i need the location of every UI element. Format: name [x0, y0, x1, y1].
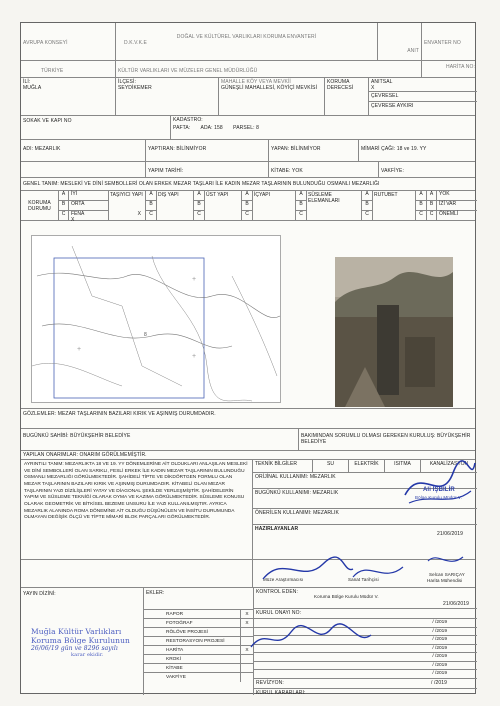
- ic-c: C: [299, 211, 303, 217]
- ust-a: A: [242, 191, 252, 201]
- preparers-label: HAZIRLAYANLAR: [255, 526, 299, 532]
- ekler-item: [144, 609, 253, 618]
- location-row: [21, 78, 475, 116]
- observation-row: [21, 409, 475, 429]
- mimari-cag: MİMARİ ÇAĞI: 18 ve 19. YY: [361, 146, 427, 152]
- vakfiye: VAKFİYE:: [381, 168, 404, 174]
- directorate-row: [21, 61, 475, 78]
- elektrik-label: ELEKTRİK: [349, 460, 385, 472]
- condition-col-susleme: [307, 191, 373, 220]
- inventory-form: [20, 22, 476, 694]
- ekler-item-mark: X: [245, 612, 249, 617]
- condition-col-general: [59, 191, 109, 224]
- ic-b: B: [296, 201, 306, 211]
- ekler-label: EKLER:: [146, 590, 165, 596]
- general-def-row: [21, 178, 475, 191]
- susleme-c: C: [365, 211, 369, 217]
- board-stamp: [31, 627, 151, 658]
- rutubet-b: B: [416, 201, 426, 211]
- directorate: KÜLTÜR VARLIKLARI VE MÜZELER GENEL MÜDÜRLÜĞÜ: [118, 68, 258, 74]
- map-parcel-label: 8: [144, 332, 147, 338]
- mark-fena: X: [71, 217, 75, 224]
- dis-a: A: [194, 191, 204, 201]
- map-frame: [54, 258, 204, 398]
- ust-c: C: [245, 211, 249, 217]
- onerilen-kullanim: ÖNERİLEN KULLANIMI: MEZARLIK: [255, 510, 339, 516]
- parcel-line-6: [232, 276, 277, 376]
- footer-signature-stroke: [251, 624, 371, 647]
- mahalle-cell: [219, 78, 325, 115]
- date-value: / /2019: [432, 645, 447, 651]
- mimari-cell: [359, 140, 477, 161]
- sig-left-blank: [21, 560, 253, 587]
- date-value: / /2019: [432, 654, 447, 659]
- tasiyici-a: A: [146, 191, 156, 201]
- ekler-item-mark: X: [245, 648, 249, 653]
- p1-title: Müze Araştırmacısı: [263, 577, 304, 582]
- cevre-aykiri-label: ÇEVRESE AYKIRI: [371, 103, 414, 109]
- ilce-label: İLÇESİ:: [118, 79, 136, 85]
- preparers-date: 21/06/2019: [436, 531, 463, 537]
- ekler-item-name: KROKİ: [144, 655, 241, 664]
- ilce-cell: [116, 78, 219, 115]
- yapim-cell: [146, 162, 269, 177]
- koruma-durumu-label: KORUMA DURUMU: [28, 200, 51, 213]
- mahalle-label: MAHALLE KÖY VEYA MEVKİİ: [221, 79, 291, 85]
- option-fena: FENA: [71, 211, 85, 217]
- preparer-signatures: [253, 549, 477, 589]
- option-iyi: İYİ: [69, 191, 108, 201]
- ekler-item-name: RAPOR: [144, 610, 241, 619]
- cevresel-label: ÇEVRESEL: [371, 93, 399, 99]
- option-fena-wrap: [69, 211, 108, 224]
- parcel-line-4: [152, 256, 252, 401]
- condition-col-level: [427, 191, 477, 220]
- letter-c: C: [59, 211, 69, 221]
- dis-yapi-label: DIŞ YAPI: [157, 191, 194, 221]
- photo-drawing: [335, 257, 453, 407]
- tasiyici-mark: X: [109, 211, 146, 221]
- owner: BUGÜNKÜ SAHİBİ: BÜYÜKŞEHİR BELEDİYE: [23, 433, 131, 439]
- rutubet-a: A: [416, 191, 426, 201]
- yaptiran-cell: [146, 140, 269, 161]
- ekler-item-name: FOTOĞRAF: [144, 619, 241, 628]
- revizyon-label: REVİZYON:: [256, 679, 284, 686]
- kontrol-label: KONTROL EDEN:: [256, 589, 298, 595]
- letter-b: B: [59, 201, 69, 211]
- option-onemli: ÖNEMLİ: [439, 211, 459, 217]
- map-drawing: [32, 236, 282, 404]
- country: TÜRKİYE: [41, 68, 64, 74]
- level-c: C: [427, 211, 437, 221]
- option-yok: YOK: [437, 191, 477, 201]
- ilce-value: SEYDİKEMER: [118, 85, 152, 92]
- cadastral-map: [31, 235, 281, 403]
- map-marker-2: +: [192, 353, 197, 360]
- condition-col-ust: [205, 191, 253, 220]
- ekler-item: [144, 618, 253, 627]
- bugunku-kullanim: BUGÜNKÜ KULLANIMI: MEZARLIK: [255, 490, 339, 496]
- date-row: [254, 662, 477, 671]
- harita-cell: [422, 61, 477, 77]
- ekler-item-name: KİTABE: [144, 664, 241, 673]
- repairs: YAPILAN ONARIMLAR: ONARIM GÖRÜLMEMİŞTİR.: [23, 452, 147, 458]
- board-title: Koruma Bölge Kurulu Müdür V.: [314, 594, 379, 599]
- kurul-onay-label: KURUL ONAYI NO:: [256, 610, 302, 616]
- level-a: A: [427, 191, 437, 201]
- kanalizasyon-label: KANALİZASYON: [429, 461, 469, 467]
- observation-cell: [21, 409, 477, 428]
- map-marker-3: +: [192, 276, 197, 283]
- ic-yapi-label: İÇYAPI: [253, 191, 296, 221]
- ekler-cell: [144, 588, 254, 695]
- sig-2: [353, 567, 403, 577]
- stamp-title: Bölge Kurulu Müdür V.: [415, 495, 462, 500]
- condition-col-dis: [157, 191, 205, 220]
- envanter-cell: [422, 23, 477, 60]
- condition-col-ic: [253, 191, 307, 220]
- susleme-b: B: [362, 201, 372, 211]
- susleme-a: A: [362, 191, 372, 201]
- photo-stone-2: [405, 337, 435, 387]
- tasiyici-c: C: [149, 211, 153, 217]
- option-orta: ORTA: [69, 201, 108, 211]
- ekler-item: [144, 663, 253, 672]
- sokak-cell: [21, 116, 171, 139]
- blank-cell: [21, 162, 146, 177]
- stamp-line-3: 26/06/19 gün ve 8296 sayılı: [31, 645, 118, 652]
- ekler-item-mark: X: [245, 621, 249, 626]
- maintenance-cell: [299, 429, 477, 450]
- yayin-label: YAYIN DİZİNİ:: [23, 591, 56, 597]
- isitma-label: ISITMA: [385, 460, 421, 472]
- ekler-list: [144, 609, 253, 681]
- su-label: SU: [313, 460, 349, 472]
- susleme-label: SÜSLEME ELEMANLARI: [307, 191, 362, 221]
- level-b: B: [427, 201, 437, 211]
- ekler-item: [144, 627, 253, 636]
- org-left-cell: [21, 23, 116, 60]
- sokak-label: SOKAK VE KAPI NO: [23, 118, 72, 124]
- description-cell: [21, 460, 253, 559]
- adi-label: ADI: MEZARLIK: [23, 146, 61, 152]
- parcel-line-3: [72, 246, 182, 386]
- orijinal-kullanim: ORİJİNAL KULLANIMI: MEZARLIK: [255, 474, 336, 480]
- kadastro-label: KADASTRO:: [173, 117, 203, 123]
- ekler-item-name: HARİTA: [144, 646, 241, 655]
- kurul-kararlari-label: KURUL KARARLARI:: [256, 689, 306, 696]
- ekler-item: [144, 645, 253, 654]
- date-value: / /2019: [432, 671, 447, 676]
- koruma-options: [369, 78, 477, 115]
- address-row: [21, 116, 475, 140]
- form-title: DOĞAL VE KÜLTÜREL VARLIKLARI KORUMA ENVANTERİ: [176, 34, 317, 40]
- condition-row: [21, 191, 475, 224]
- country-cell: [21, 61, 116, 77]
- detailed-description: AYRINTILI TANIM: MEZARLIKTA 18 VE 19. YY DÖNEMLERİNE AİT OLDUKLARI ANLAŞILAN MESLEKİ VE DİNİ SEMBOLLERİ OLAN SARIKLI, FESLİ ERKEK İLE KADIN MEZAR TAŞLARININ BULUNDUĞU OSMANLI MEZARLIĞI GÖRÜLMEKTEDİR. ŞAHİDELİ TİPTE VE DİKDÖRTGEN FORMLU OLAN MEZAR TAŞLARININ BAZILARI KIRIK VE AŞINMIŞ DURUMDADIR. KİTABELİ OLAN MEZAR TAŞLARININ YAZI DİZİLİŞLERİ YATAY VE DİAGONAL ŞEKİLDE YERLEŞMİŞTİR. ŞAHİDELERİN YAPIM VE SÜSLEME TEKNİĞİ OLARAK OYMA VE KAZIMA GÖRÜLMEKTEDİR. SÜSLEME KONUSU OLARAK GEOMETRİK VE BİTKİSEL BEZEME UNSURU İLE YAZI KULLANILMIŞTIR. AYRICA MEZARLIK ALANINDA ROMA DÖNEMİNE AİT OLDUĞU DÜŞÜNÜLEN VE İNSİTU DURUMUNDA OLMAYAN DEĞİŞİK ÖLÇÜ VE TİPTE MİMARİ BLOK PARÇALARI GÖRÜLMEKTEDİR.: [24, 462, 248, 521]
- adi-cell: [21, 140, 146, 161]
- teknik-label: TEKNİK BİLGİLER: [253, 460, 313, 472]
- tasiyici-b: B: [146, 201, 156, 211]
- anitsal-label: ANITSAL: [371, 79, 393, 85]
- yapan-label: YAPAN: BİLİNMİYOR: [271, 146, 321, 152]
- stamp-line-2: Koruma Bölge Kurulunun: [31, 636, 130, 645]
- title-cell: [116, 23, 378, 60]
- anitsal-value: X: [371, 85, 375, 92]
- general-definition: GENEL TANIM: MESLEKİ VE DİNİ SEMBOLLERİ OLAN ERKEK MEZAR TAŞLARI İLE KADIN MEZAR TAŞLARININ BULUNDUĞU OSMANLI MEZARLIĞI: [23, 181, 380, 187]
- org-left: AVRUPA KONSEYİ: [23, 40, 68, 46]
- director-stamp: [401, 455, 477, 513]
- option-izi-var: İZİ VAR: [437, 201, 477, 211]
- ust-b: B: [242, 201, 252, 211]
- il-value: MUĞLA: [23, 85, 42, 92]
- photo-gravestone: [377, 305, 399, 395]
- p3-title: Harita Mühendisi: [427, 578, 463, 583]
- ada-label: ADA: 158: [200, 125, 223, 132]
- kadastro-values: [173, 125, 475, 131]
- yaptiran-label: YAPTIRAN: BİLİNMİYOR: [148, 146, 207, 152]
- director-signature: [401, 455, 477, 513]
- observation: GÖZLEMLER: MEZAR TAŞLARININ BAZILARI KIRIK VE AŞINMIŞ DURUMDADIR.: [23, 411, 216, 417]
- koruma-durumu-cell: [21, 191, 59, 220]
- parsel-label: PARSEL: 8: [233, 125, 259, 132]
- ekler-item-name: RESTORASYON PROJESİ: [144, 637, 241, 646]
- media-row: [21, 221, 475, 409]
- header-row: [21, 23, 475, 61]
- tasiyici-label: TAŞIYICI YAPI: [109, 191, 146, 211]
- site-photo: [335, 257, 453, 407]
- rutubet-c: C: [419, 211, 423, 217]
- footer-signature: [246, 617, 376, 657]
- rutubet-label: RUTUBET: [373, 191, 416, 221]
- vakfiye-cell: [379, 162, 477, 177]
- p2-title: Sanat Tarihçisi: [348, 577, 379, 582]
- maintenance: BAKIMINDAN SORUMLU OLMASI GEREKEN KURULUŞ: BÜYÜKŞEHİR BELEDİYE: [301, 433, 471, 446]
- directorate-cell: [116, 61, 422, 77]
- ic-a: A: [296, 191, 306, 201]
- parcel-line-5: [32, 363, 122, 386]
- revizyon-date: / /2019: [431, 679, 447, 686]
- date-value: / /2019: [432, 620, 447, 625]
- ekler-item: [144, 672, 253, 681]
- il-label: İLİ:: [23, 79, 31, 85]
- pafta-label: PAFTA:: [173, 125, 191, 132]
- ekler-item-mark: [241, 664, 253, 673]
- kitabe: KİTABE: YOK: [271, 168, 303, 174]
- harita-no-label: HARİTA NO:: [446, 64, 475, 70]
- ekler-item-name: VAKFİYE: [144, 673, 241, 682]
- dis-b: B: [194, 201, 204, 211]
- kontrol-date: 21/06/2019: [442, 601, 469, 607]
- sig-3: [428, 557, 463, 561]
- mahalle-value: GÜNEŞLİ MAHALLESİ, KÖYİÇİ MEVKİSİ: [221, 85, 318, 92]
- il-cell: [21, 78, 116, 115]
- dates-row: [21, 162, 475, 178]
- general-def-cell: [21, 178, 477, 190]
- ust-yapi-label: ÜST YAPI: [205, 191, 242, 221]
- p3-name: Selcan SARIÇAY: [429, 572, 465, 577]
- stamp-name: Ali İŞBİLİR: [423, 487, 455, 493]
- yapan-cell: [269, 140, 359, 161]
- condition-col-tasiyici: [109, 191, 157, 220]
- yapim-tarihi: YAPIM TARİHİ:: [148, 168, 184, 174]
- koruma-cell: [325, 78, 369, 115]
- anit-cell: [378, 23, 422, 60]
- kitabe-cell: [269, 162, 379, 177]
- kadastro-cell: [171, 116, 477, 139]
- anit-label: ANIT: [407, 48, 419, 54]
- dis-c: C: [197, 211, 201, 217]
- owner-cell: [21, 429, 299, 450]
- date-row: [254, 670, 477, 679]
- sig-1: [263, 557, 353, 579]
- date-value: / /2019: [432, 637, 447, 642]
- ownership-row: [21, 429, 475, 451]
- stamp-line-1: Muğla Kültür Varlıkları: [31, 627, 122, 636]
- ekler-item: [144, 654, 253, 663]
- ekler-item-name: RÖLÖVE PROJESİ: [144, 628, 241, 637]
- date-value: / /2019: [432, 628, 447, 634]
- date-value: / /2019: [432, 662, 447, 668]
- identity-row: [21, 140, 475, 162]
- form-title-abbr: D.K.V.K.E: [124, 40, 147, 47]
- letter-a: A: [59, 191, 69, 201]
- envanter-no-label: ENVANTER NO: [424, 40, 461, 46]
- ekler-item: [144, 636, 253, 645]
- ekler-item-mark: [241, 673, 253, 682]
- stamp-line-4: karar ekidir.: [71, 652, 104, 658]
- parcel-line-2: [42, 324, 232, 348]
- parcel-line-1: [37, 273, 280, 318]
- map-marker-1: +: [77, 346, 82, 353]
- condition-col-rutubet: [373, 191, 427, 220]
- koruma-label: KORUMA DERECESİ: [327, 79, 354, 92]
